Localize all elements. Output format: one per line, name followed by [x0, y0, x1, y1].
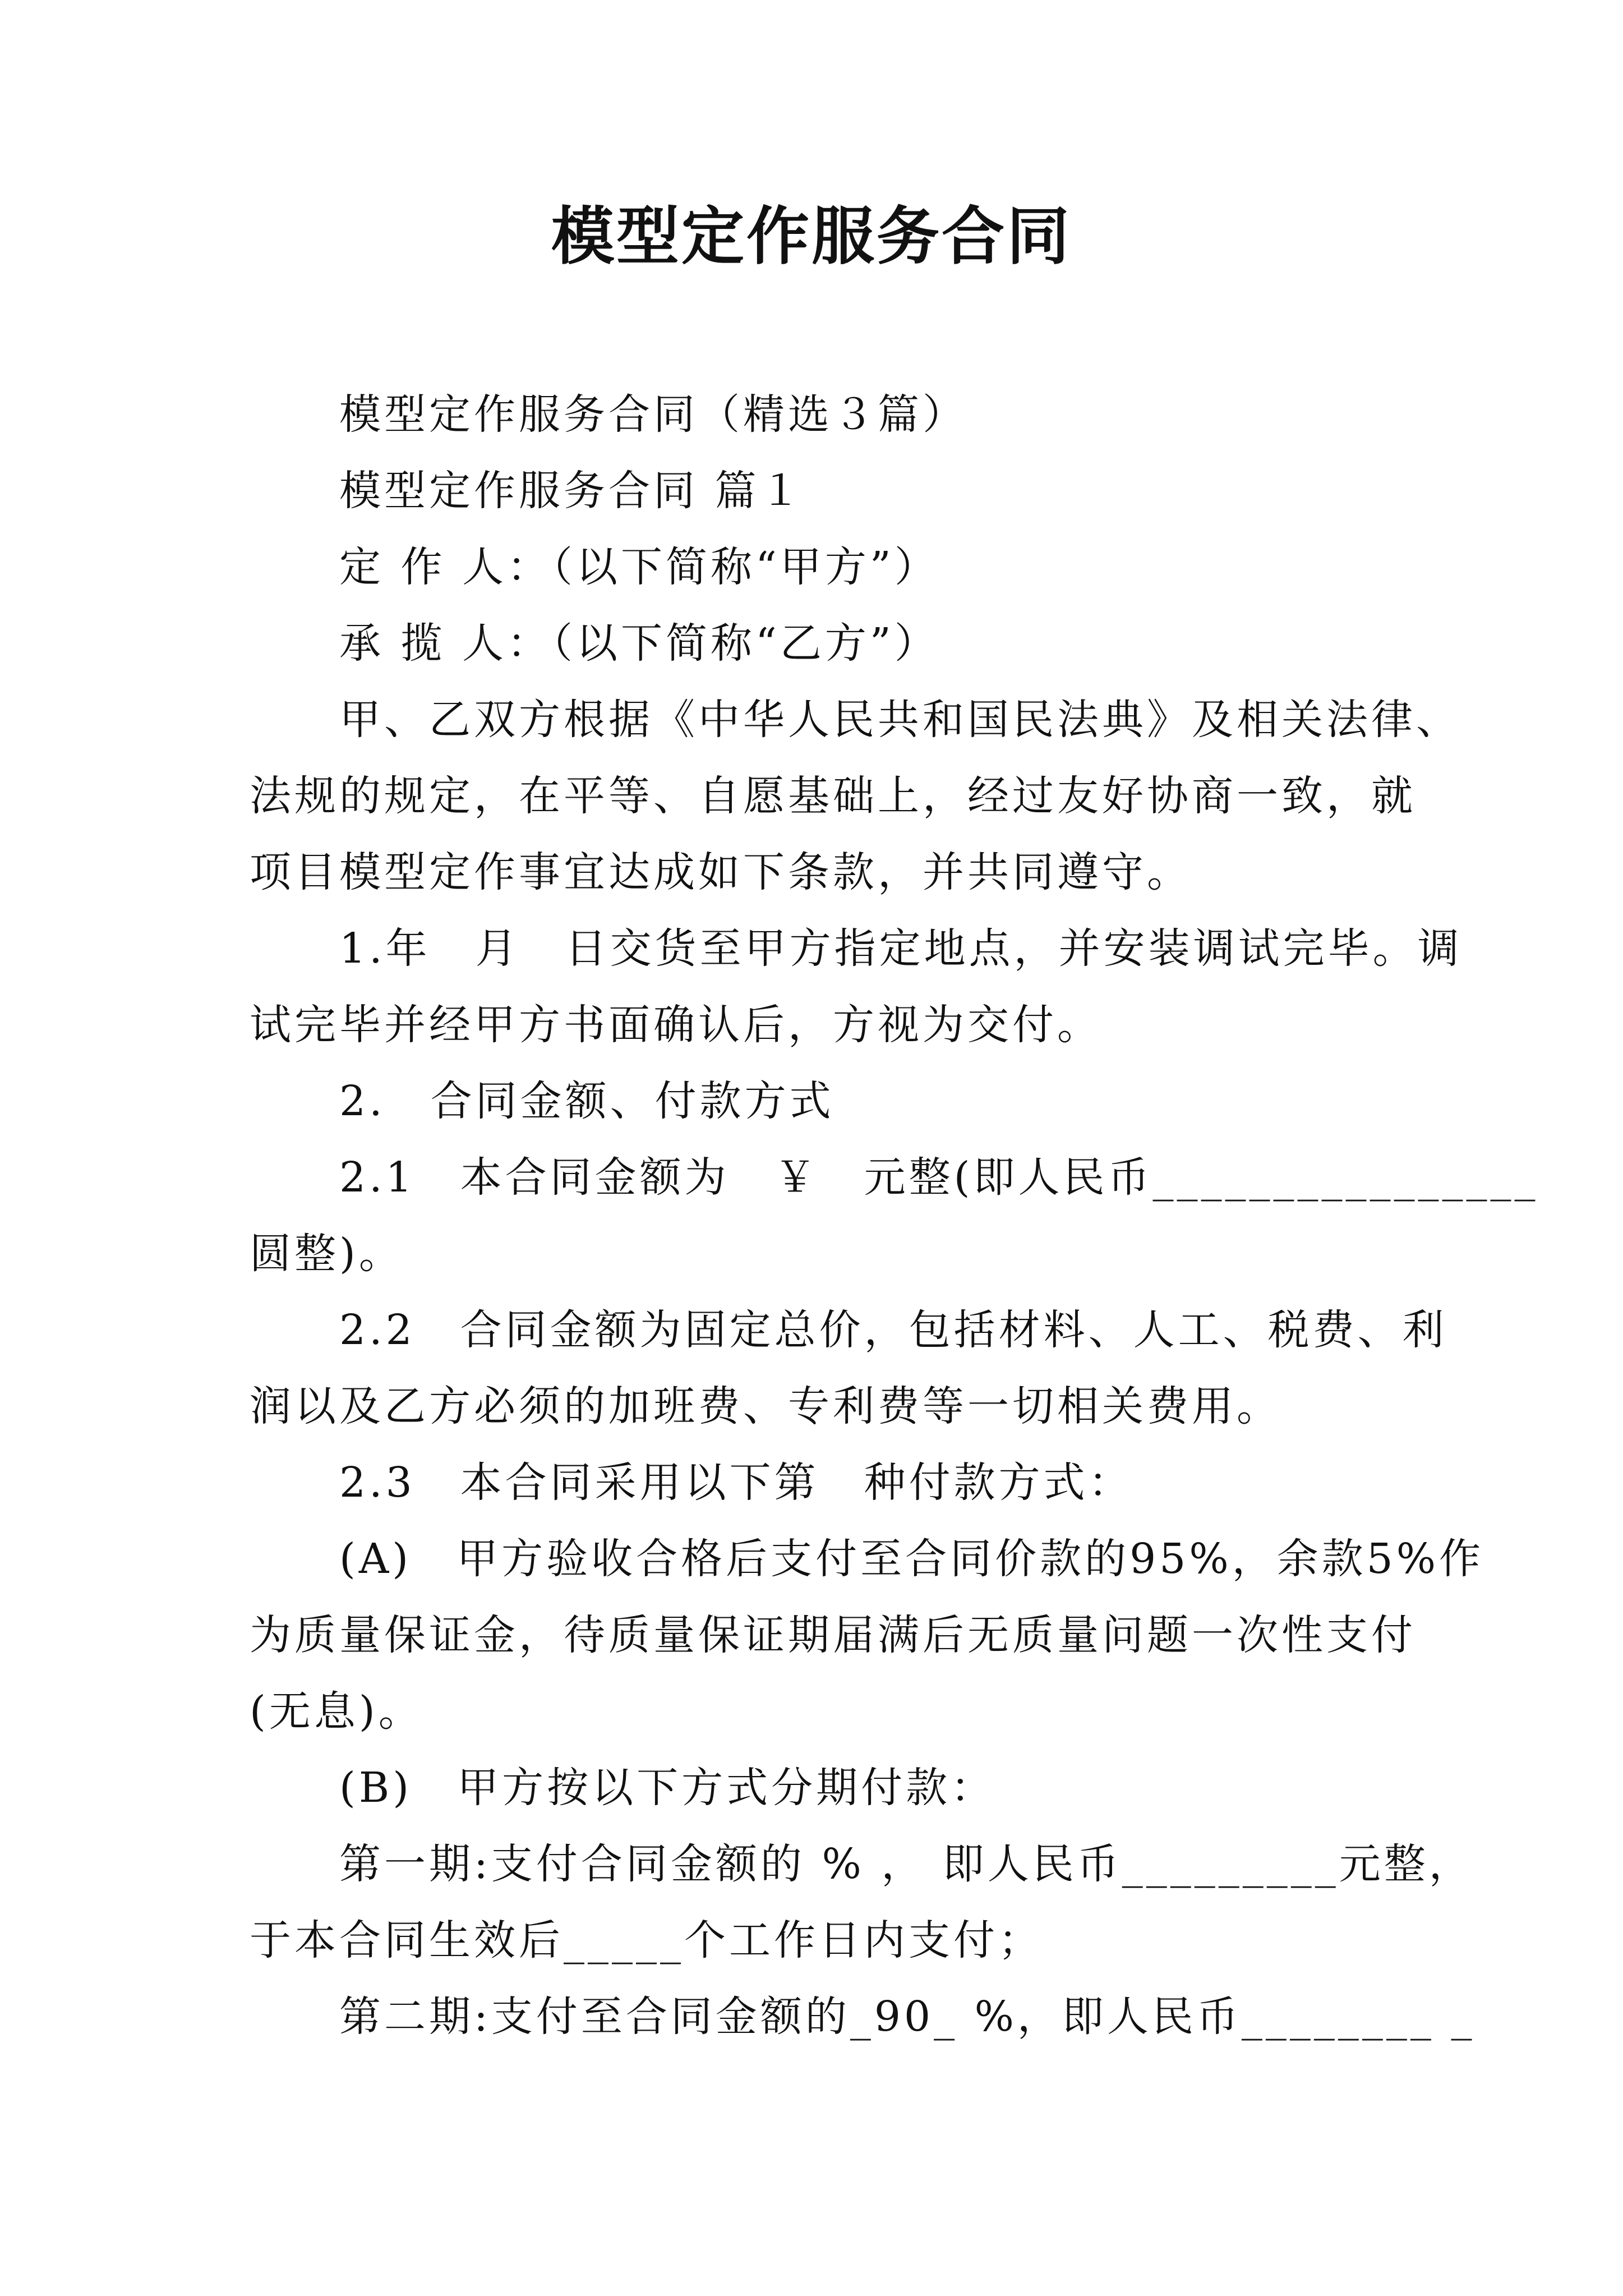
clause-2-heading: 2. 合同金额、付款方式 — [339, 1077, 834, 1125]
document-title: 模型定作服务合同 — [551, 200, 1072, 273]
preamble-line-2: 法规的规定，在平等、自愿基础上，经过友好协商一致，就 — [250, 772, 1416, 820]
option-a-line-1: (A) 甲方验收合格后支付至合同价款的95%，余款5%作 — [339, 1535, 1484, 1583]
party-a-line: 定 作 人：（以下简称“甲方”） — [339, 543, 939, 591]
option-a-line-3: (无息)。 — [250, 1687, 423, 1736]
option-a-line-2: 为质量保证金，待质量保证期届满后无质量问题一次性支付 — [250, 1611, 1416, 1659]
clause-2-3-line: 2.3 本合同采用以下第 种付款方式： — [339, 1458, 1133, 1507]
collection-heading: 模型定作服务合同（精选３篇） — [339, 390, 967, 439]
installment-1-line-2: 于本合同生效后_____个工作日内支付； — [250, 1916, 1043, 1964]
preamble-line-1: 甲、乙双方根据《中华人民共和国民法典》及相关法律、 — [339, 696, 1461, 744]
clause-2-1-line-1: 2.1 本合同金额为 ￥ 元整(即人民币________________ — [339, 1153, 1539, 1202]
clause-1-line-2: 试完毕并经甲方书面确认后，方视为交付。 — [250, 1001, 1102, 1049]
clause-2-2-line-2: 润以及乙方必须的加班费、专利费等一切相关费用。 — [250, 1382, 1281, 1430]
installment-1-line-1: 第一期:支付合同金额的 % ， 即人民币_________元整， — [339, 1840, 1474, 1888]
clause-2-1-line-2: 圆整)。 — [250, 1230, 404, 1278]
clause-2-2-line-1: 2.2 合同金额为固定总价，包括材料、人工、税费、利 — [339, 1306, 1447, 1354]
option-b-line: (B) 甲方按以下方式分期付款： — [339, 1764, 996, 1812]
installment-2-line-1: 第二期:支付至合同金额的_90_ %，即人民币________ _ — [339, 1993, 1476, 2041]
party-b-line: 承 揽 人：（以下简称“乙方”） — [339, 619, 939, 668]
preamble-line-3: 项目模型定作事宜达成如下条款，并共同遵守。 — [250, 848, 1192, 896]
clause-1-line-1: 1.年 月 日交货至甲方指定地点，并安装调试完毕。调 — [339, 924, 1463, 973]
section-heading: 模型定作服务合同 篇１ — [339, 467, 805, 515]
document-body — [250, 376, 1539, 2055]
